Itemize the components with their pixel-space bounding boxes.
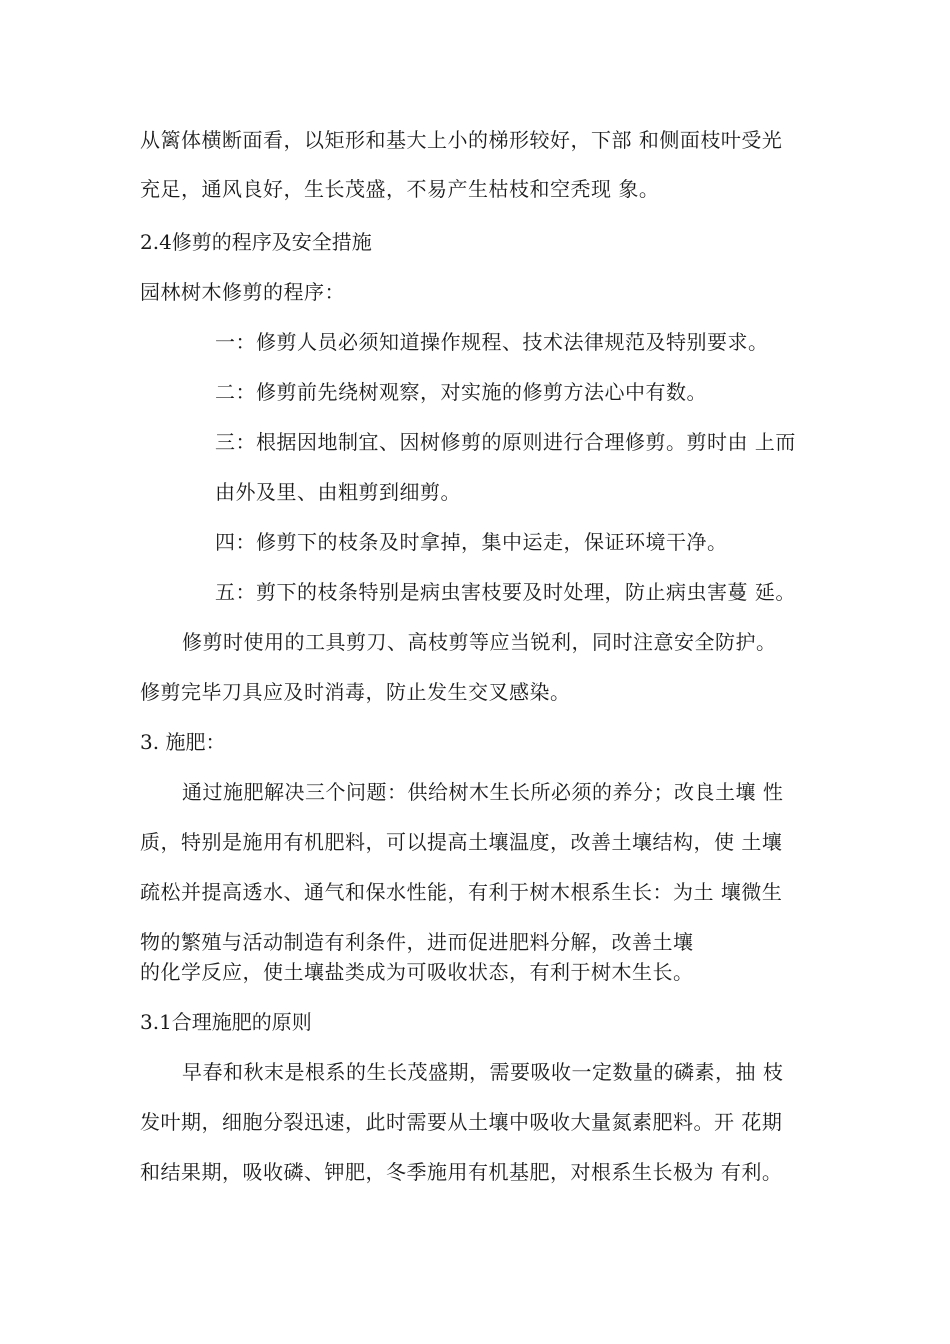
paragraph-line: 早春和秋末是根系的生长茂盛期，需要吸收一定数量的磷素，抽 枝 — [182, 1060, 784, 1084]
section-heading: 3. 施肥： — [140, 730, 226, 754]
paragraph-line: 的化学反应，使土壤盐类成为可吸收状态，有利于树木生长。 — [140, 960, 694, 984]
section-heading: 2.4修剪的程序及安全措施 — [140, 230, 372, 254]
list-item: 二：修剪前先绕树观察，对实施的修剪方法心中有数。 — [215, 380, 707, 404]
paragraph-line: 通过施肥解决三个问题：供给树木生长所必须的养分；改良土壤 性 — [182, 780, 784, 804]
list-item: 一：修剪人员必须知道操作规程、技术法律规范及特别要求。 — [215, 330, 769, 354]
list-item: 四：修剪下的枝条及时拿掉，集中运走，保证环境干净。 — [215, 530, 728, 554]
list-item: 三：根据因地制宜、因树修剪的原则进行合理修剪。剪时由 上而 — [215, 430, 796, 454]
paragraph-line: 和结果期，吸收磷、钾肥，冬季施用有机基肥，对根系生长极为 有利。 — [140, 1160, 783, 1184]
list-item-continuation: 由外及里、由粗剪到细剪。 — [215, 480, 461, 504]
paragraph-line: 修剪时使用的工具剪刀、高枝剪等应当锐利，同时注意安全防护。 — [182, 630, 777, 654]
paragraph-line: 质，特别是施用有机肥料，可以提高土壤温度，改善土壤结构，使 土壤 — [140, 830, 783, 854]
paragraph-line: 从篱体横断面看，以矩形和基大上小的梯形较好，下部 和侧面枝叶受光 — [140, 128, 783, 152]
paragraph-line: 物的繁殖与活动制造有利条件，进而促进肥料分解，改善土壤 — [140, 930, 694, 954]
list-item: 五：剪下的枝条特别是病虫害枝要及时处理，防止病虫害蔓 延。 — [215, 580, 796, 604]
paragraph-line: 园林树木修剪的程序： — [140, 280, 345, 304]
paragraph-line: 疏松并提高透水、通气和保水性能，有利于树木根系生长：为土 壤微生 — [140, 880, 783, 904]
paragraph-line: 充足，通风良好，生长茂盛，不易产生枯枝和空秃现 象。 — [140, 177, 660, 201]
paragraph-line: 修剪完毕刀具应及时消毒，防止发生交叉感染。 — [140, 680, 571, 704]
section-heading: 3.1合理施肥的原则 — [140, 1010, 312, 1034]
paragraph-line: 发叶期，细胞分裂迅速，此时需要从土壤中吸收大量氮素肥料。开 花期 — [140, 1110, 783, 1134]
